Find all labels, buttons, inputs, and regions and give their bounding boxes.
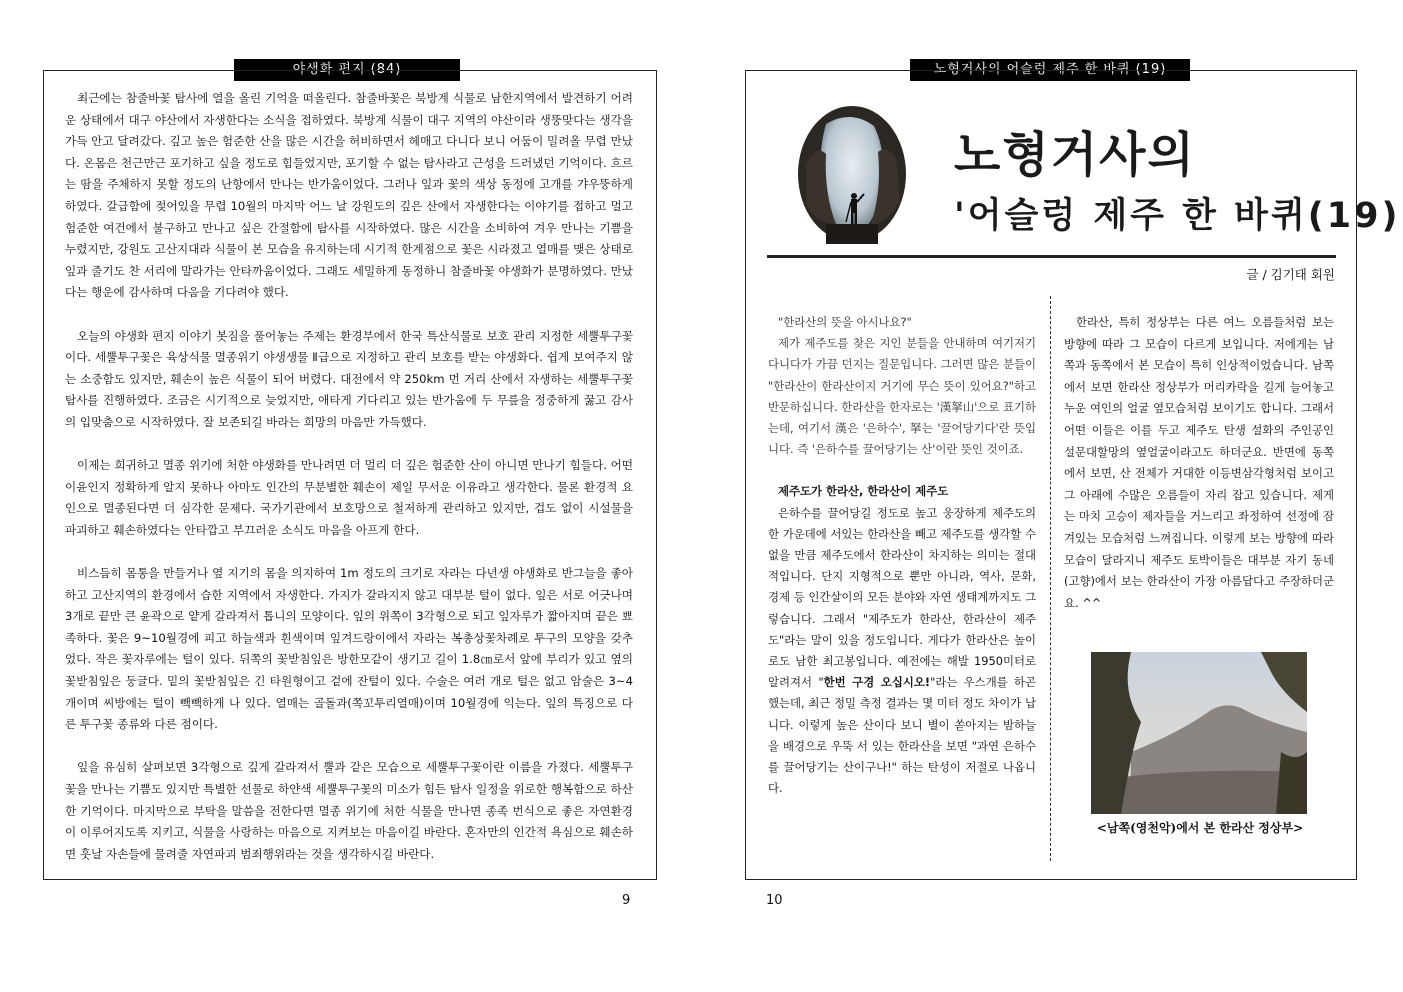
section-body-part-2: "라는 우스개를 하곤 했는데, 최근 정밀 측정 결과는 몇 미터 정도 차이가 납니다. 이렇게 높은 산이다 보니 별이 쏟아지는 밤하늘을 배경으로 우뚝 서 있는 한라산을 보면 "과연 은하수를 끌어당기는 산이구나!" 하는 탄성이 저절로 나옵니다.	[768, 675, 1037, 796]
section-subheading: 제주도가 한라산, 한라산이 제주도	[778, 484, 949, 499]
left-paragraph-2: 오늘의 야생화 편지 이야기 봇짐을 풀어놓는 주제는 환경부에서 한국 특산식물로 보호 관리 지정한 세뿔투구꽃이다. 세뿔투구꽃은 육상식물 멸종위기 야생생물 Ⅱ급으로 지정하고 관리 보호를 받는 야생화다. 쉽게 보여주지 않는 소중함도 있지만, 훼손이 높은 식물이 되어 버렸다. 대전에서 약 250km 먼 거리 산에서 자생하는 세뿔투구꽃 탐사를 진행하였다. 조금은 시기적으로 늦었지만, 애타게 기다리고 있는 반가움에 두 무릎을 정중하게 꿇고 감사의 입맞춤으로 시작하였다. 잘 보존되길 바라는 희망의 마음만 가득했다.	[65, 328, 633, 429]
page-number-left: 9	[622, 893, 631, 908]
intro-explanation: 제가 제주도를 찾은 지인 분들을 안내하며 여기저기 다니다가 가끔 던지는 질문입니다. 그러면 많은 분들이 "한라산이 한라산이지 거기에 무슨 뜻이 있어요?"하고 반문하십니다. 한라산을 한자로는 '漢拏山'으로 표기하는데, 여기서 漢은 '은하수', 拏는 '끌어당기다'란 뜻입니다. 즉 '은하수를 끌어당기는 산'이란 뜻인 것이죠.	[768, 336, 1036, 457]
column-divider	[1050, 296, 1051, 861]
hallasan-peak-photo	[1091, 652, 1307, 814]
author-byline: 글 / 김기태 회원	[1246, 267, 1335, 282]
intro-question: "한라산의 뜻을 아시나요?"	[778, 315, 912, 329]
article-subtitle: '어슬렁 제주 한 바퀴(19)	[954, 196, 1401, 236]
page-number-right: 10	[766, 893, 783, 908]
section-body	[768, 503, 1036, 800]
left-paragraph-4: 비스듬히 몸통을 만들거나 옆 지기의 몸을 의지하여 1m 정도의 크기로 자라는 다년생 야생화로 반그늘을 좋아하고 고산지역의 환경에서 습한 지역에서 자생한다. 가지가 갈라지지 않고 대부분 털이 없다. 잎은 서로 어긋나며 3개로 끝만 큰 윤곽으로 얕게 갈라져서 톱니의 모양이다. 잎의 위쪽이 3각형으로 되고 잎자루가 짧아지며 끝은 뾰족하다. 꽃은 9~10월경에 피고 하늘색과 흰색이며 잎겨드랑이에서 자라는 복총상꽃차례로 투구의 모양을 갖추었다. 작은 꽃자루에는 털이 있다. 뒤쪽의 꽃받침잎은 방한모같이 생기고 길이 1.8㎝로서 앞에 부리가 있고 옆의 꽃받침잎은 둥글다. 밑의 꽃받침잎은 긴 타원형이고 겉에 잔털이 있다. 수술은 여러 개로 털은 없고 암술은 3~4개이며 씨방에는 털이 빽빽하게 나 있다. 열매는 골돌과(쪽꼬투리열매)이며 10월경에 익는다. 잎의 특징으로 다른 투구꽃 종류와 다른 점이다.	[65, 566, 633, 732]
title-divider	[767, 255, 1336, 258]
left-paragraph-5: 잎을 유심히 살펴보면 3각형으로 깊게 갈라져서 뿔과 같은 모습으로 세뿔투구꽃이란 이름을 가졌다. 세뿔투구꽃을 만나는 기쁨도 있지만 특별한 선물로 하얀색 세뿔투구꽃의 미소가 힘든 탐사 일정을 위로한 행복함으로 하산한 기억이다. 마지막으로 부탁을 말씀을 전한다면 멸종 위기에 처한 식물을 만나면 종족 번식으로 좋은 자연환경이 이루어지도록 지키고, 식물을 사랑하는 마음으로 지켜보는 마음이길 바란다. 혼자만의 인간적 욕심으로 훼손하면 훗날 자손들에 물려줄 자연파괴 범죄행위라는 것을 생각하시길 바란다.	[65, 760, 633, 861]
cave-silhouette-photo	[796, 104, 908, 244]
hallasan-paragraph: 한라산, 특히 정상부는 다른 여느 오름들처럼 보는 방향에 따라 그 모습이 다르게 보입니다. 저에게는 남쪽과 동쪽에서 본 모습이 특히 인상적이었습니다. 남쪽에서 보면 한라산 정상부가 머리카락을 길게 늘어놓고 누운 여인의 얼굴 옆모습처럼 보이기도 합니다. 그래서 어떤 이들은 이를 두고 제주도 탄생 설화의 주인공인 설문대할망의 옆얼굴이라고도 하더군요. 반면에 동쪽에서 보면, 산 전체가 거대한 이등변삼각형처럼 보이고 그 아래에 수많은 오름들이 자리 잡고 있습니다. 제게는 마치 고승이 제자들을 거느리고 좌정하여 선정에 잠겨있는 모습처럼 느껴집니다. 이렇게 보는 방향에 따라 모습이 달라지니 제주도 토박이들은 대부분 자기 동네(고향)에서 보는 한라산이 가장 아름답다고 주장하더군요. ^^	[1064, 315, 1334, 610]
article-title: 노형거사의	[954, 127, 1196, 183]
section-body-bold: 한번 구경 오십시오!	[823, 675, 931, 690]
right-column-b	[1064, 312, 1334, 614]
left-article-body	[65, 88, 633, 887]
left-paragraph-3: 이제는 희귀하고 멸종 위기에 처한 야생화를 만나려면 더 멀리 더 깊은 험준한 산이 아니면 만나기 힘들다. 어떤 이윤인지 정확하게 알지 못하나 아마도 인간의 무분별한 훼손이 제일 무서운 이유라고 생각한다. 물론 환경적 요인으로 멸종된다면 더 심각한 문제다. 국가기관에서 보호망으로 철저하게 관리하고 있지만, 겁도 없이 시설물을 파괴하고 훼손하였다는 안타깝고 부끄러운 소식도 마음을 아프게 한다.	[65, 458, 633, 537]
section-body-part-1: 은하수를 끌어당길 정도로 높고 웅장하게 제주도의 한 가운데에 서있는 한라산을 빼고 제주도를 생각할 수 없을 만큼 제주도에서 한라산이 차지하는 의미는 절대적입니다. 단지 지형적으로 뿐만 아니라, 역사, 문화, 경제 등 인간살이의 모든 분야와 자연 생태계까지도 그렇습니다. 그래서 "제주도가 한라산, 한라산이 제주도"라는 말이 있을 정도입니다. 게다가 한라산은 높이로도 남한 최고봉입니다. 예전에는 해발 1950미터로 알려져서 "	[768, 505, 1036, 690]
left-page-header: 야생화 편지 (84)	[234, 59, 460, 81]
photo-caption: <남쪽(영천악)에서 본 한라산 정상부>	[1096, 821, 1304, 835]
right-column-a	[768, 312, 1036, 799]
intro-quote-block	[768, 312, 1036, 460]
left-paragraph-1: 최근에는 참줄바꽃 탐사에 열을 올린 기억을 떠올린다. 참줄바꽃은 북방계 식물로 남한지역에서 발견하기 어려운 상태에서 대구 야산에서 자생한다는 소식을 접하였다. 북방계 식물이 대구 지역의 야산이라 생뚱맞다는 생각을 가득 안고 달려갔다. 깊고 높은 험준한 산을 많은 시간을 허비하면서 헤매고 다니다 보니 어둠이 밀려올 무렵 만났다. 온몸은 천근만근 포기하고 싶을 정도로 힘들었지만, 포기할 수 없는 탐사라고 근성을 드러냈던 기억이다. 흐르는 땀을 주체하지 못할 정도의 난항에서 만나는 반가움이었다. 그러나 잎과 꽃의 색상 동정에 고개를 갸우뚱하게 하였다. 갈급함에 젖어있을 무렵 10월의 마지막 어느 날 강원도의 깊은 산에서 자생한다는 이야기를 접하고 멀고 험준한 여건에서 불구하고 만나고 싶은 간절함에 탐사를 시작하였다. 많은 시간을 소비하여 겨우 만나는 기쁨을 누렸지만, 강원도 고산지대라 식물이 본 모습을 유지하는데 시기적 한계점으로 꽃은 시라졌고 열매를 맺은 상태로 잎과 줄기도 찬 서리에 말라가는 안타까움이었다. 그래도 세밀하게 동정하니 참줄바꽃 야생화가 분명하였다. 만났다는 행운에 감사하며 다음을 기다려야 했다.	[65, 91, 633, 300]
right-page-header: 노형거사의 어슬렁 제주 한 바퀴 (19)	[910, 59, 1190, 81]
